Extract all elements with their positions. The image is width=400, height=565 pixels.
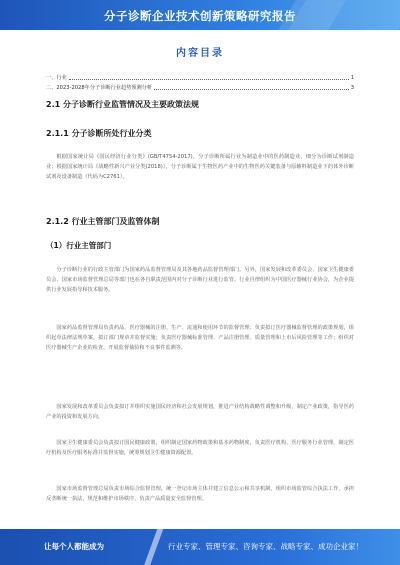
report-title: 分子诊断企业技术创新策略研究报告: [104, 9, 296, 23]
paragraph: 国家卫生健康委员会负责拟订国民健康政策，组织制定国家药物政策和基本药物制度，负责医疗机构、医疗服务行业管理，制定医疗机构及医疗服务标准并监督实施，统筹规划卫生健康资源配置。: [46, 440, 354, 457]
report-header: [0, 0, 400, 30]
toc-entry-label: 一、行业: [46, 75, 67, 81]
toc-entry-page: 3: [350, 85, 354, 91]
toc-entry[interactable]: [46, 82, 354, 91]
toc-leader: [154, 88, 349, 90]
paragraph: 根据国家统计局《国民经济行业分类》(GB/T4754-2017)，分子诊断所属行业为制造业中的医药制造业，细分为诊断试剂制造业；根据国家统计局《战略性新兴产业分类(2018)》，分子诊断属于生物医药产业中的生物医药关键装备与原辅料制造业下的体外诊断试剂及设备制造（代码为C2761）。: [46, 154, 354, 181]
paragraph: 国家市场监督管理总局负责市场综合监督管理，统一登记市场主体并建立信息公示和共享机制，组织市场监管综合执法工作，承担反垄断统一执法，规范和维护市场秩序，负责产品质量安全监督管理。: [46, 486, 354, 503]
toc-entry-label: 二、2023-2028年分子诊断行业趋势预测分析: [46, 85, 153, 91]
footer-tagline: 行业专家、管理专家、咨询专家、战略专家、成功企业家！: [168, 542, 363, 551]
report-footer: [0, 529, 400, 565]
subsection-heading: （1）行业主管部门: [46, 241, 112, 250]
toc-entry[interactable]: [46, 72, 354, 81]
paragraph: 国家发展和改革委员会负责拟订并组织实施国民经济和社会发展规划，推进产业结构战略性调整和升级，制定产业政策，指导医药产业的投资和发展方向。: [46, 404, 354, 421]
toc-leader: [69, 78, 349, 80]
section-heading: 2.1 分子诊断行业监管情况及主要政策法规: [46, 100, 199, 109]
toc-title: 内容目录: [176, 48, 224, 59]
toc-entry-page: 1: [350, 75, 354, 81]
paragraph: 分子诊断行业的行政主管部门为国家药品监督管理局及其各地药品监督管理部门。另外，国家发展和改革委员会、国家卫生健康委员会、国家市场监督管理总局等部门也在各自职责范围内对分子诊断行业进行监管。行业自律组织为中国医疗器械行业协会，为企业提供行业发展指导和技术服务。: [46, 267, 354, 294]
section-heading: 2.1.2 行业主管部门及监管体制: [46, 217, 160, 226]
footer-slogan: 让每个人都能成为: [44, 542, 104, 551]
footer-decoration: [139, 529, 167, 565]
paragraph: 国家药品监督管理局负责药品、医疗器械的注册、生产、流通和使用环节的监督管理；负责拟订医疗器械监督管理的政策规划，组织起草法律法规草案，拟订部门规章并监督实施；负责医疗器械标准管理、产品注册管理、质量管理和上市后风险管理等工作；组织对医疗器械生产企业的检查，开展监督抽验和不良事件监测等。: [46, 325, 354, 352]
section-heading: 2.1.1 分子诊断所处行业分类: [46, 129, 152, 138]
